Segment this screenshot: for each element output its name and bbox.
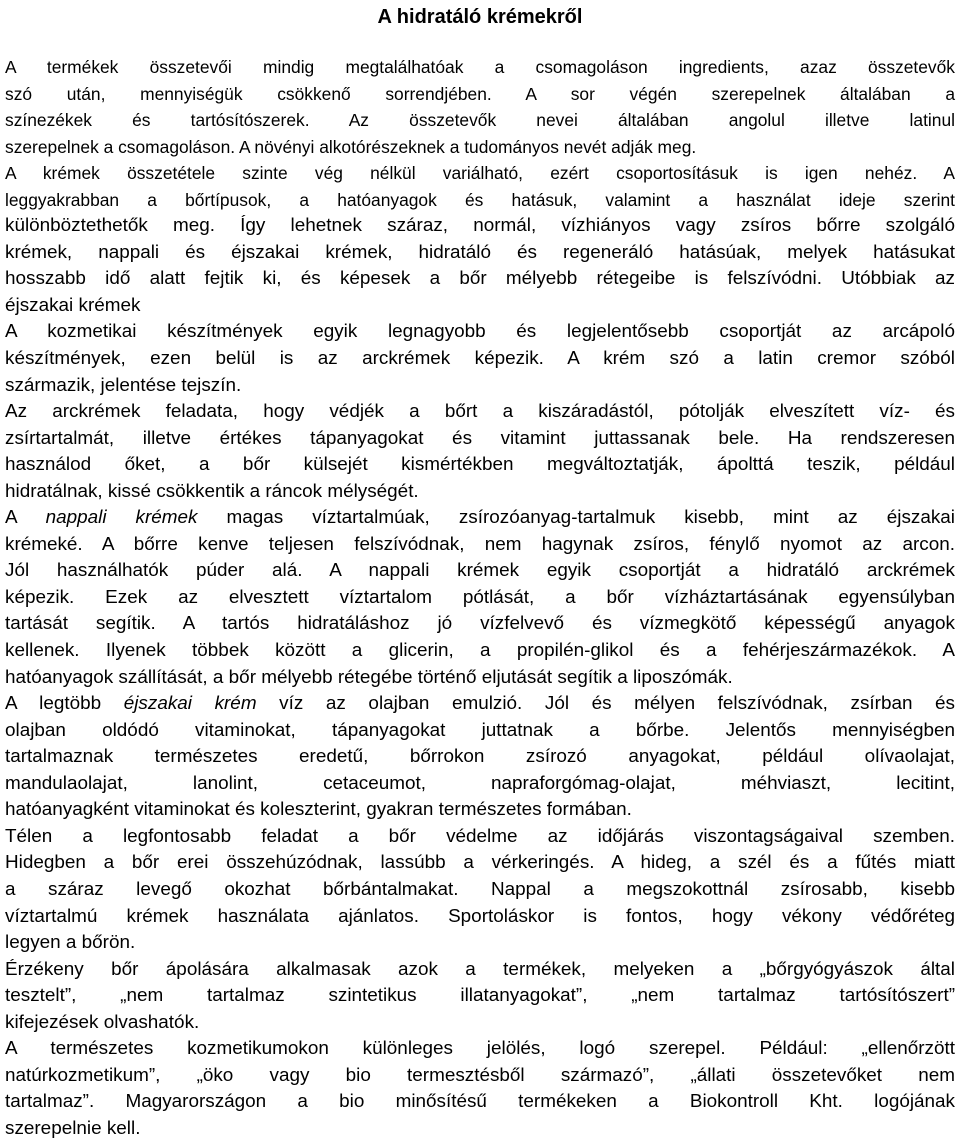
text-line: kellenek. Ilyenek többek között a glicerin, a propilén-glikol és a fehérjeszármazékok. A <box>5 640 955 662</box>
text-line: tartalmaznak természetes eredetű, bőrrokon zsírozó anyagokat, például olívaolajat, <box>5 746 955 768</box>
text-line: A krémek összetétele szinte vég nélkül variálható, ezért csoportosításuk is igen nehéz. A <box>5 163 955 184</box>
text-line <box>5 691 955 718</box>
text-line: színezékek és tartósítószerek. Az összetevők nevei általában angolul illetve latinul <box>5 110 955 131</box>
text-line: szerepelnie kell. <box>5 1117 141 1139</box>
text-line: A kozmetikai készítmények egyik legnagyobb és legjelentősebb csoportját az arcápoló <box>5 321 955 343</box>
italic-term: nappali krémek <box>45 507 198 529</box>
text-segment: A legtöbb <box>5 693 124 715</box>
text-line: hidratálnak, kissé csökkentik a ráncok mélységét. <box>5 480 419 502</box>
text-line: kifejezések olvashatók. <box>5 1011 200 1033</box>
text-line: származik, jelentése tejszín. <box>5 374 242 396</box>
text-line: Jól használhatók púder alá. A nappali krémek egyik csoportját a hidratáló arckrémek <box>5 560 955 582</box>
text-line: képezik. Ezek az elvesztett víztartalom pótlását, a bőr vízháztartásának egyensúlyban <box>5 586 955 608</box>
text-line: zsírtartalmát, illetve értékes tápanyagokat és vitamint juttassanak bele. Ha rendszeresen <box>5 427 955 449</box>
text-line: hatóanyagként vitaminokat és koleszterint, gyakran természetes formában. <box>5 799 632 821</box>
text-line: tartalmaz”. Magyarországon a bio minősítésű termékeken a Biokontroll Kht. logójának <box>5 1091 955 1113</box>
text-line: készítmények, ezen belül is az arckrémek képezik. A krém szó a latin cremor szóból <box>5 348 955 370</box>
text-line: legyen a bőrön. <box>5 932 136 954</box>
text-line: szó után, mennyiségük csökkenő sorrendjében. A sor végén szerepelnek általában a <box>5 83 955 104</box>
text-segment: magas víztartalmúak, zsírozóanyag-tartalmuk kisebb, mint az éjszakai <box>197 507 956 529</box>
text-line: olajban oldódó vitaminokat, tápanyagokat juttatnak a bőrbe. Jelentős mennyiségben <box>5 719 955 741</box>
text-segment: víz az olajban emulzió. Jól és mélyen felszívódnak, zsírban és <box>256 693 956 715</box>
text-line: éjszakai krémek <box>5 294 141 316</box>
text-line: tartását segítik. A tartós hidratáláshoz jó vízfelvevő és vízmegkötő képességű anyagok <box>5 613 955 635</box>
text-line: a száraz levegő okozhat bőrbántalmakat. Nappal a megszokottnál zsírosabb, kisebb <box>5 878 955 900</box>
document-title: A hidratáló krémekről <box>377 6 583 28</box>
text-line: víztartalmú krémek használata ajánlatos. Sportoláskor is fontos, hogy vékony védőréteg <box>5 905 955 927</box>
text-line: hatóanyagok szállítását, a bőr mélyebb rétegébe történő eljutását segítik a liposzómák. <box>5 666 733 688</box>
text-line: leggyakrabban a bőrtípusok, a hatóanyagok és hatásuk, valamint a használat ideje szerint <box>5 189 955 210</box>
italic-term: éjszakai krém <box>123 693 257 715</box>
text-line: szerepelnek a csomagoláson. A növényi alkotórészeknek a tudományos nevét adják meg. <box>5 136 697 157</box>
text-line: A termékek összetevői mindig megtalálhatóak a csomagoláson ingredients, azaz összetevők <box>5 57 955 77</box>
text-line <box>5 505 955 532</box>
text-line: különböztethetők meg. Így lehetnek száraz, normál, vízhiányos vagy zsíros bőrre szolgáló <box>5 215 955 237</box>
text-line: hosszabb idő alatt fejtik ki, és képesek a bőr mélyebb rétegeibe is felszívódni. Utóbbiak az <box>5 268 955 290</box>
text-line: Az arckrémek feladata, hogy védjék a bőrt a kiszáradástól, pótolják elveszített víz- és <box>5 401 955 423</box>
text-line: Télen a legfontosabb feladat a bőr védelme az időjárás viszontagságaival szemben. <box>5 825 955 847</box>
body-text <box>5 54 955 1142</box>
text-line: használod őket, a bőr külsejét kismértékben megváltoztatják, ápolttá teszik, például <box>5 454 955 476</box>
text-line: krémek, nappali és éjszakai krémek, hidratáló és regeneráló hatásúak, melyek hatásukat <box>5 241 955 263</box>
text-line: natúrkozmetikum”, „öko vagy bio termesztésből származó”, „állati összetevőket nem <box>5 1064 955 1086</box>
text-line: krémeké. A bőrre kenve teljesen felszívódnak, nem hagynak zsíros, fénylő nyomot az arcon. <box>5 533 955 555</box>
text-line: A természetes kozmetikumokon különleges jelölés, logó szerepel. Például: „ellenőrzött <box>5 1038 955 1060</box>
text-line: Hidegben a bőr erei összehúzódnak, lassúbb a vérkeringés. A hideg, a szél és a fűtés miatt <box>5 852 955 874</box>
text-segment: A <box>5 507 46 529</box>
text-line: Érzékeny bőr ápolására alkalmasak azok a termékek, melyeken a „bőrgyógyászok által <box>5 958 955 980</box>
text-line: tesztelt”, „nem tartalmaz szintetikus illatanyagokat”, „nem tartalmaz tartósítószert” <box>5 985 955 1007</box>
text-line: mandulaolajat, lanolint, cetaceumot, napraforgómag-olajat, méhviaszt, lecitint, <box>5 772 955 794</box>
